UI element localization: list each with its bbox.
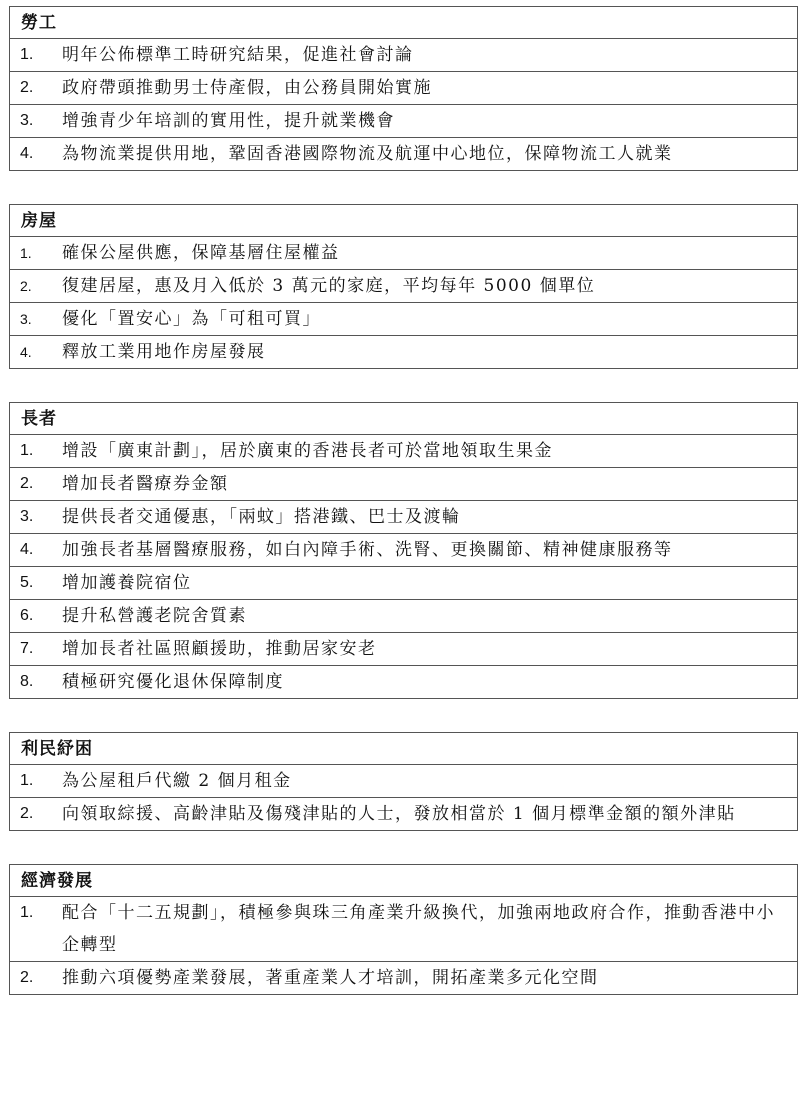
item-text: 增強青少年培訓的實用性，提升就業機會 — [62, 111, 395, 131]
item-text: 增加長者醫療券金額 — [62, 474, 229, 494]
section-title: 利民紓困 — [10, 733, 797, 765]
list-item — [10, 72, 797, 105]
item-text: 復建居屋，惠及月入低於 3 萬元的家庭，平均每年 5000 個單位 — [62, 276, 596, 296]
item-number: 1. — [20, 904, 34, 921]
item-number: 6. — [20, 607, 34, 624]
item-number: 2. — [20, 969, 34, 986]
list-item — [10, 105, 797, 138]
section-relief — [9, 732, 798, 831]
section-title: 房屋 — [10, 205, 797, 237]
item-number: 8. — [20, 673, 34, 690]
list-item — [10, 501, 797, 534]
item-text: 為物流業提供用地，鞏固香港國際物流及航運中心地位，保障物流工人就業 — [62, 144, 673, 164]
section-labour — [9, 6, 798, 171]
list-item — [10, 600, 797, 633]
list-item — [10, 567, 797, 600]
section-economy — [9, 864, 798, 995]
item-number: 5. — [20, 574, 34, 591]
item-number: 7. — [20, 640, 34, 657]
list-item — [10, 666, 797, 698]
list-item — [10, 962, 797, 994]
item-text: 推動六項優勢產業發展，著重產業人才培訓，開拓產業多元化空間 — [62, 968, 599, 988]
item-number: 1. — [20, 442, 34, 459]
item-text: 增加長者社區照顧援助，推動居家安老 — [62, 639, 377, 659]
list-item — [10, 633, 797, 666]
list-item — [10, 468, 797, 501]
list-item — [10, 435, 797, 468]
item-text: 提升私營護老院舍質素 — [62, 606, 247, 626]
item-number: 1. — [20, 772, 34, 789]
item-text: 增加護養院宿位 — [62, 573, 192, 593]
section-title: 長者 — [10, 403, 797, 435]
list-item — [10, 237, 797, 270]
item-text: 加強長者基層醫療服務，如白內障手術、洗腎、更換關節、精神健康服務等 — [62, 540, 673, 560]
list-item — [10, 39, 797, 72]
item-number: 3. — [20, 508, 34, 525]
item-number: 4. — [20, 541, 34, 558]
item-text: 增設「廣東計劃」，居於廣東的香港長者可於當地領取生果金 — [62, 441, 553, 461]
list-item — [10, 303, 797, 336]
item-text: 明年公佈標準工時研究結果，促進社會討論 — [62, 45, 414, 65]
section-elderly — [9, 402, 798, 699]
item-number: 3. — [20, 311, 32, 327]
item-number: 2. — [20, 79, 34, 96]
section-title: 經濟發展 — [10, 865, 797, 897]
item-text: 向領取綜援、高齡津貼及傷殘津貼的人士，發放相當於 1 個月標準金額的額外津貼 — [62, 804, 736, 824]
list-item — [10, 897, 797, 962]
list-item — [10, 534, 797, 567]
item-text: 確保公屋供應，保障基層住屋權益 — [62, 243, 340, 263]
item-text: 提供長者交通優惠，「兩蚊」搭港鐵、巴士及渡輪 — [62, 507, 461, 527]
item-text: 配合「十二五規劃」，積極參與珠三角產業升級換代，加強兩地政府合作，推動香港中小企轉型 — [62, 903, 775, 955]
item-number: 4. — [20, 344, 32, 360]
item-text: 釋放工業用地作房屋發展 — [62, 342, 266, 362]
item-number: 1. — [20, 245, 32, 261]
list-item — [10, 798, 797, 830]
section-housing — [9, 204, 798, 369]
item-number: 4. — [20, 145, 34, 162]
item-number: 2. — [20, 475, 34, 492]
item-number: 2. — [20, 805, 34, 822]
item-text: 政府帶頭推動男士侍產假，由公務員開始實施 — [62, 78, 432, 98]
section-title: 勞工 — [10, 7, 797, 39]
list-item — [10, 765, 797, 798]
item-text: 積極研究優化退休保障制度 — [62, 672, 284, 692]
list-item — [10, 270, 797, 303]
item-number: 1. — [20, 46, 34, 63]
list-item — [10, 336, 797, 368]
item-text: 優化「置安心」為「可租可買」 — [62, 309, 321, 329]
item-number: 2. — [20, 278, 32, 294]
policy-sections — [9, 6, 798, 1028]
item-text: 為公屋租戶代繳 2 個月租金 — [62, 771, 292, 791]
list-item — [10, 138, 797, 170]
item-number: 3. — [20, 112, 34, 129]
